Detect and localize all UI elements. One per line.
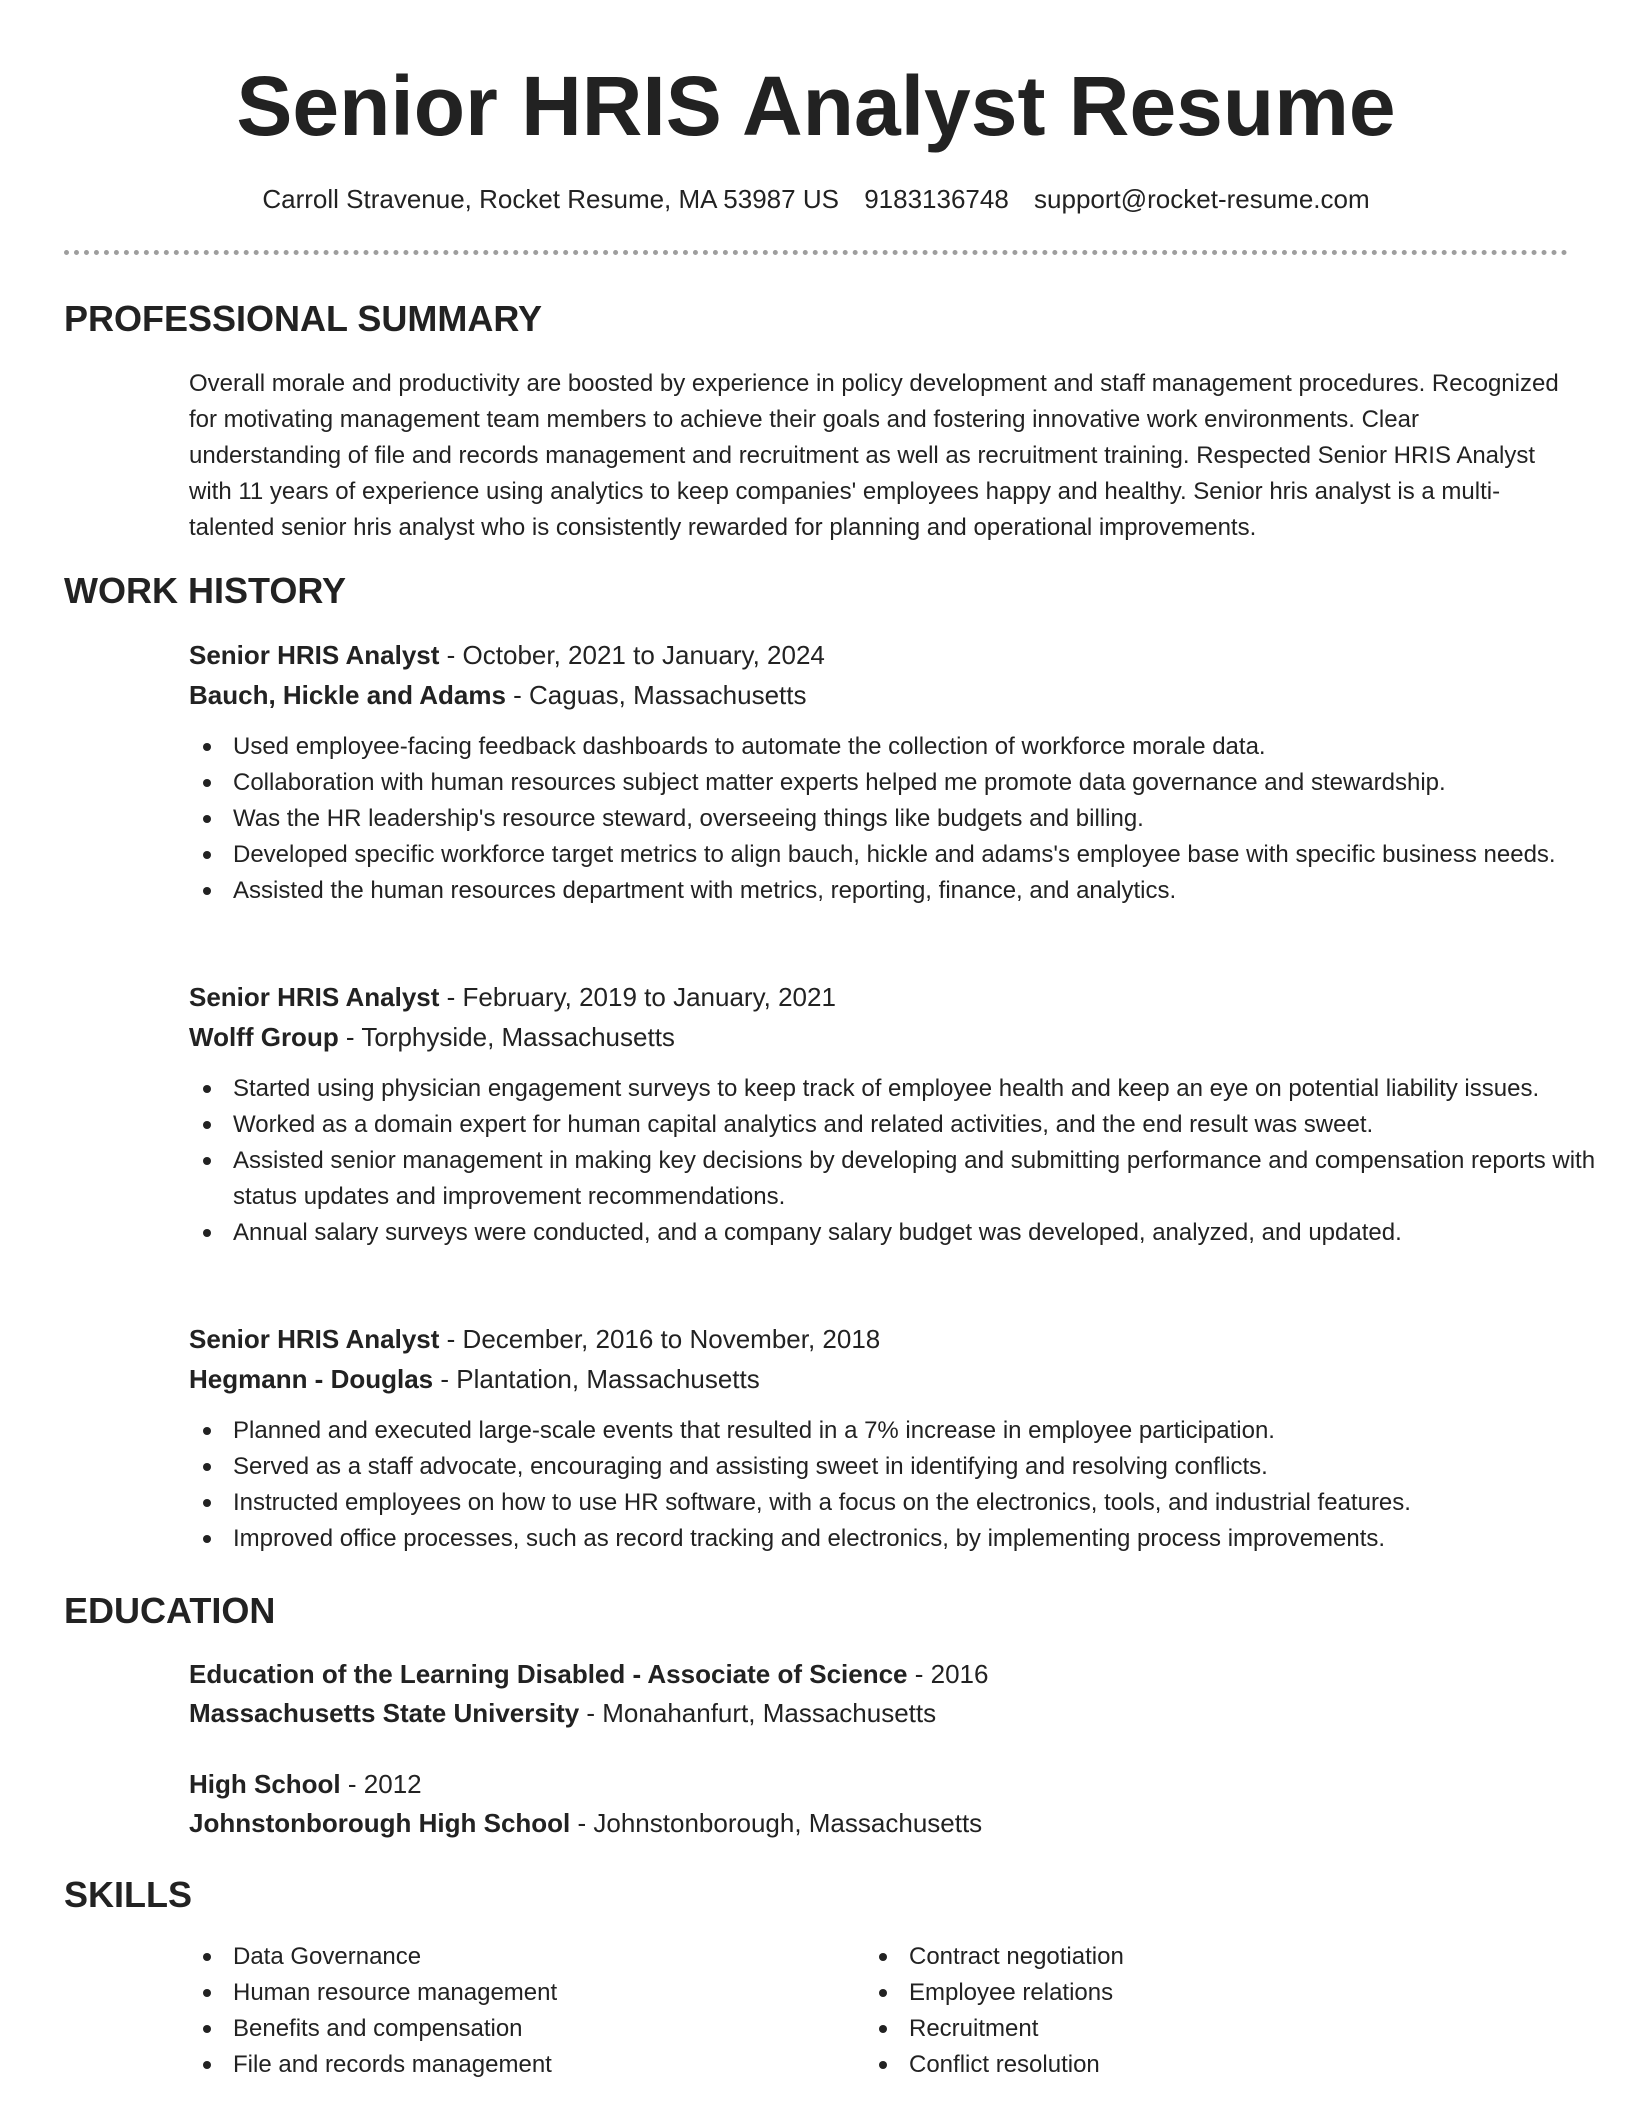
list-item: Worked as a domain expert for human capital analytics and related activities, and the end result was sweet. <box>233 1107 1615 1143</box>
list-item: Started using physician engagement surveys to keep track of employee health and keep an eye on potential liability issues. <box>233 1071 1615 1107</box>
list-item: Assisted the human resources department with metrics, reporting, finance, and analytics. <box>233 873 1615 909</box>
contact-phone: 9183136748 <box>864 184 1009 214</box>
skill-item: File and records management <box>233 2047 833 2083</box>
contact-address: Carroll Stravenue, Rocket Resume, MA 53987 US <box>262 184 839 214</box>
skill-item: Recruitment <box>909 2011 1509 2047</box>
skills-list-left <box>189 1939 833 2083</box>
job-bullets <box>189 1413 1615 1557</box>
list-item: Assisted senior management in making key decisions by developing and submitting performance and compensation reports with status updates and improvement recommendations. <box>233 1143 1615 1215</box>
job-company: Hegmann - Douglas <box>189 1364 434 1394</box>
education-year: - 2016 <box>907 1659 989 1689</box>
list-item: Instructed employees on how to use HR software, with a focus on the electronics, tools, and industrial features. <box>233 1485 1615 1521</box>
job-dates: - December, 2016 to November, 2018 <box>439 1324 881 1354</box>
job-company-line <box>189 1361 760 1397</box>
job-bullets <box>189 729 1615 909</box>
job-company-line <box>189 677 807 713</box>
section-title-work: WORK HISTORY <box>64 570 347 611</box>
list-item: Collaboration with human resources subject matter experts helped me promote data governance and stewardship. <box>233 765 1615 801</box>
section-title-skills: SKILLS <box>64 1874 193 1915</box>
job-company-line <box>189 1019 675 1055</box>
job-dates: - October, 2021 to January, 2024 <box>439 640 825 670</box>
list-item: Served as a staff advocate, encouraging and assisting sweet in identifying and resolving conflicts. <box>233 1449 1615 1485</box>
education-school: Johnstonborough High School <box>189 1808 571 1838</box>
job-title: Senior HRIS Analyst <box>189 1324 440 1354</box>
job-location: - Torphyside, Massachusetts <box>338 1022 675 1052</box>
skill-item: Human resource management <box>233 1975 833 2011</box>
job-title: Senior HRIS Analyst <box>189 982 440 1012</box>
education-degree-line <box>189 1656 988 1692</box>
skill-item: Conflict resolution <box>909 2047 1509 2083</box>
job-location: - Caguas, Massachusetts <box>505 680 807 710</box>
skill-item: Contract negotiation <box>909 1939 1509 1975</box>
skills-list-right <box>865 1939 1509 2083</box>
list-item: Planned and executed large-scale events that resulted in a 7% increase in employee participation. <box>233 1413 1615 1449</box>
skill-item: Employee relations <box>909 1975 1509 2011</box>
section-title-education: EDUCATION <box>64 1590 276 1631</box>
education-degree-line <box>189 1766 422 1802</box>
education-degree: High School <box>189 1769 341 1799</box>
resume-title: Senior HRIS Analyst Resume <box>236 59 1396 153</box>
job-dates: - February, 2019 to January, 2021 <box>439 982 836 1012</box>
job-title-line <box>189 1321 880 1357</box>
job-title-line <box>189 979 836 1015</box>
list-item: Was the HR leadership's resource steward, overseeing things like budgets and billing. <box>233 801 1615 837</box>
education-location: - Johnstonborough, Massachusetts <box>570 1808 983 1838</box>
job-title: Senior HRIS Analyst <box>189 640 440 670</box>
contact-info <box>0 182 1632 216</box>
list-item: Used employee-facing feedback dashboards to automate the collection of workforce morale data. <box>233 729 1615 765</box>
job-title-line <box>189 637 825 673</box>
list-item: Improved office processes, such as record tracking and electronics, by implementing process improvements. <box>233 1521 1615 1557</box>
job-company: Bauch, Hickle and Adams <box>189 680 506 710</box>
job-bullets <box>189 1071 1615 1251</box>
education-school: Massachusetts State University <box>189 1698 580 1728</box>
list-item: Annual salary surveys were conducted, and a company salary budget was developed, analyzed, and updated. <box>233 1215 1615 1251</box>
header-divider <box>64 250 1568 255</box>
education-school-line <box>189 1805 982 1841</box>
education-school-line <box>189 1695 936 1731</box>
summary-text: Overall morale and productivity are boosted by experience in policy development and staff management procedures. Recognized for motivating management team members to achieve their goals and fostering innovative work environments. Clear understanding of file and records management and recruitment as well as recruitment training. Respected Senior HRIS Analyst with 11 years of experience using analytics to keep companies' employees happy and healthy. Senior hris analyst is a multi-talented senior hris analyst who is consistently rewarded for planning and operational improvements. <box>189 370 1559 541</box>
job-company: Wolff Group <box>189 1022 339 1052</box>
contact-email: support@rocket-resume.com <box>1034 184 1370 214</box>
education-location: - Monahanfurt, Massachusetts <box>579 1698 937 1728</box>
list-item: Developed specific workforce target metrics to align bauch, hickle and adams's employee base with specific business needs. <box>233 837 1615 873</box>
skill-item: Data Governance <box>233 1939 833 1975</box>
section-title-summary: PROFESSIONAL SUMMARY <box>64 298 543 339</box>
education-degree: Education of the Learning Disabled - Associate of Science <box>189 1659 908 1689</box>
job-location: - Plantation, Massachusetts <box>433 1364 760 1394</box>
skill-item: Benefits and compensation <box>233 2011 833 2047</box>
education-year: - 2012 <box>340 1769 422 1799</box>
